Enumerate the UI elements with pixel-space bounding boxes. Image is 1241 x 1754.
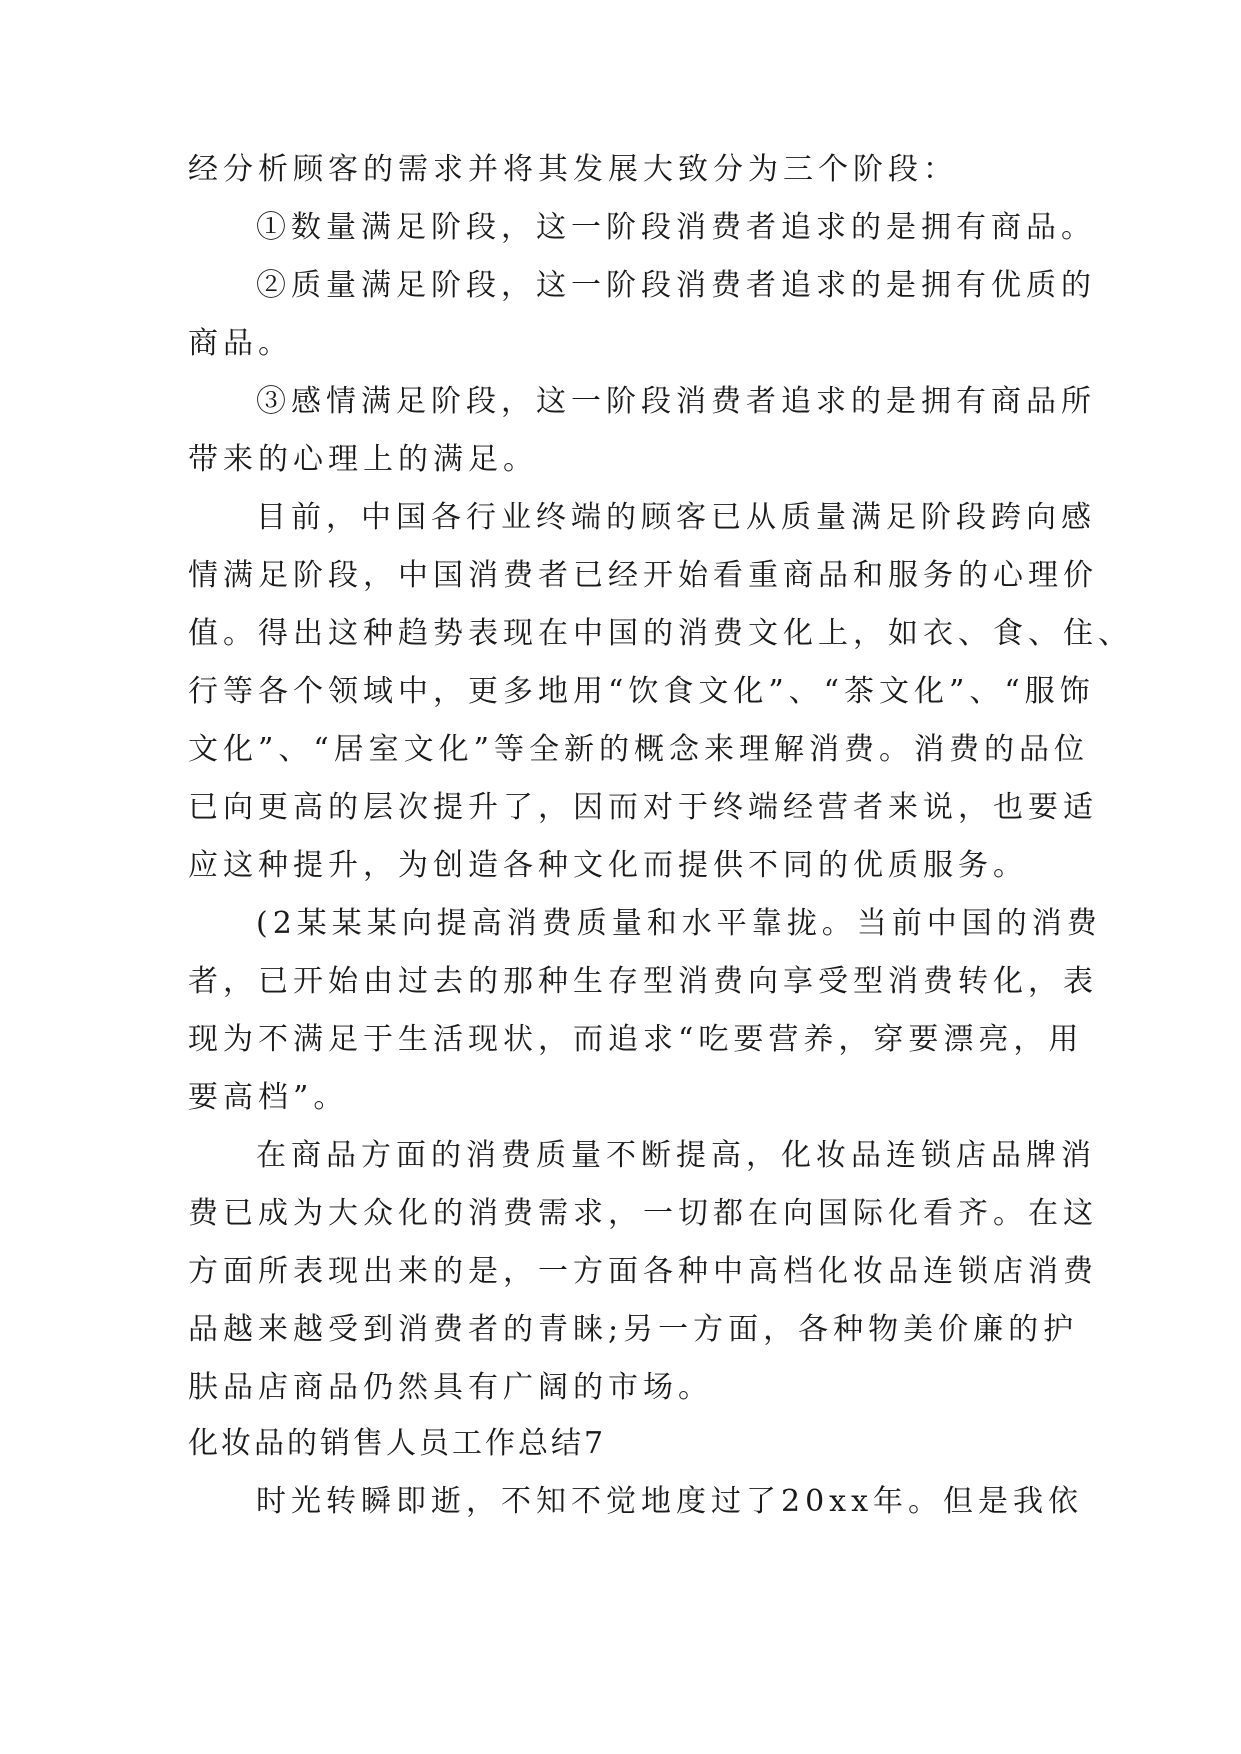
text-line: ③感情满足阶段，这一阶段消费者追求的是拥有商品所 — [256, 384, 1096, 419]
section-heading: 化妆品的销售人员工作总结7 — [188, 1426, 607, 1461]
text-line: 肤品店商品仍然具有广阔的市场。 — [188, 1370, 713, 1405]
text-line: 在商品方面的消费质量不断提高，化妆品连锁店品牌消 — [256, 1138, 1096, 1173]
text-line: 要高档”。 — [188, 1080, 349, 1115]
text-line: 情满足阶段，中国消费者已经开始看重商品和服务的心理价 — [188, 558, 1098, 593]
text-line: 文化”、“居室文化”等全新的概念来理解消费。消费的品位 — [188, 732, 1090, 767]
text-line: 经分析顾客的需求并将其发展大致分为三个阶段： — [188, 152, 958, 187]
text-line: 应这种提升，为创造各种文化而提供不同的优质服务。 — [188, 848, 1028, 883]
text-line: ②质量满足阶段，这一阶段消费者追求的是拥有优质的 — [256, 268, 1096, 303]
text-line: (2某某某向提高消费质量和水平靠拢。当前中国的消费 — [256, 906, 1102, 941]
text-line: 值。得出这种趋势表现在中国的消费文化上，如衣、食、住、 — [188, 616, 1133, 651]
text-line: 现为不满足于生活现状，而追求“吃要营养，穿要漂亮，用 — [188, 1022, 1084, 1057]
text-line: 时光转瞬即逝，不知不觉地度过了20xx年。但是我依 — [256, 1484, 1084, 1519]
text-line: 品越来越受到消费者的青睐;另一方面，各种物美价廉的护 — [188, 1312, 1079, 1347]
text-line: ①数量满足阶段，这一阶段消费者追求的是拥有商品。 — [256, 210, 1096, 245]
text-line: 目前，中国各行业终端的顾客已从质量满足阶段跨向感 — [256, 500, 1096, 535]
text-line: 带来的心理上的满足。 — [188, 442, 538, 477]
text-line: 者，已开始由过去的那种生存型消费向享受型消费转化，表 — [188, 964, 1098, 999]
text-line: 方面所表现出来的是，一方面各种中高档化妆品连锁店消费 — [188, 1254, 1098, 1289]
text-line: 行等各个领域中，更多地用“饮食文化”、“茶文化”、“服饰 — [188, 674, 1095, 709]
text-line: 费已成为大众化的消费需求，一切都在向国际化看齐。在这 — [188, 1196, 1098, 1231]
text-line: 商品。 — [188, 326, 293, 361]
text-line: 已向更高的层次提升了，因而对于终端经营者来说，也要适 — [188, 790, 1098, 825]
